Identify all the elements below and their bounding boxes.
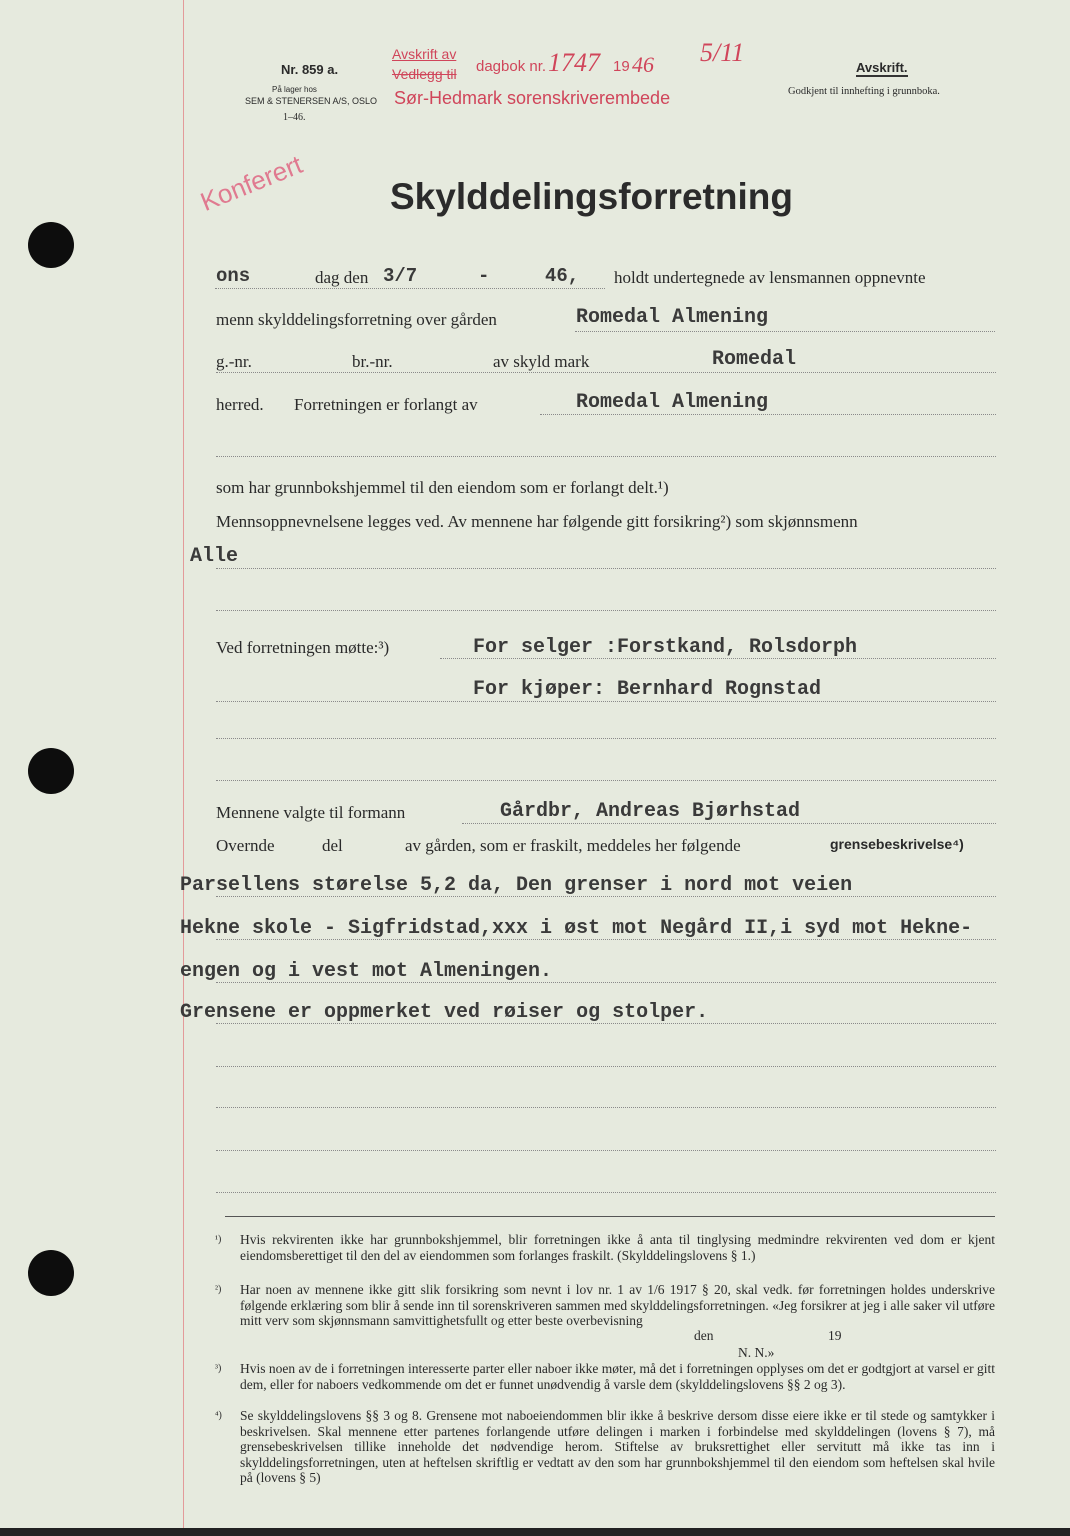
form-number: Nr. 859 a. xyxy=(281,62,339,77)
punch-hole xyxy=(28,222,74,268)
footnote: ³) Hvis noen av de i forretningen interesserte parter eller naboer ikke møter, må det i forretningen opplyses om det er godtgjort at varsel er gitt dem, eller for naboers vedkommende om det er funnet unødvendig å varsle dem (skylddelingslovens §§ 2 og 3). xyxy=(215,1361,995,1392)
handwritten-date: 5/11 xyxy=(700,38,745,67)
year-prefix: 19 xyxy=(613,58,630,75)
label: Ved forretningen møtte:³) xyxy=(216,638,390,657)
description-line: Grensene er oppmerket ved røiser og stolper. xyxy=(180,1001,709,1024)
approval-note: Godkjent til innhefting i grunnboka. xyxy=(788,86,940,97)
footnote-nn: N. N.» xyxy=(738,1345,775,1360)
year-suffix: 46 xyxy=(632,52,654,77)
buyer: For kjøper: Bernhard Rognstad xyxy=(473,678,822,701)
office-stamp: Sør-Hedmark sorenskriverembede xyxy=(394,88,671,108)
footnote: ²) Har noen av mennene ikke gitt slik forsikring som nevnt i lov nr. 1 av 1/6 1917 § 20, skal vedk. før forretningen holdes underskrive følgende erklæring som blir å sende inn til sorenskriveren sammen med skylddelingsforretningen. «Jeg forsikrer at jeg i alle saker vil utføre mitt verv som skjønnsmann samvittighetsfullt og etter beste overbevisning xyxy=(215,1282,995,1328)
label: br.-nr. xyxy=(352,352,393,371)
label: av skyld mark xyxy=(493,352,590,371)
weekday: ons xyxy=(216,265,251,287)
publisher: 1–46. xyxy=(283,112,306,123)
label: Mennene valgte til formann xyxy=(216,803,406,822)
footnote: ¹) Hvis rekvirenten ikke har grunnbokshjemmel, blir forretningen ikke å anta til tinglysing medmindre rekvirenten ved dom er kjent eiendomsberettiget til den del av eiendommen som forlanges fraskilt. (Skylddelingslovens § 1.) xyxy=(215,1232,995,1263)
footnote-19: 19 xyxy=(828,1328,842,1343)
date: 3/7 xyxy=(383,265,418,287)
footnote-divider xyxy=(225,1216,995,1217)
requester: Romedal Almening xyxy=(576,391,769,414)
seller: For selger :Forstkand, Rolsdorph xyxy=(473,636,858,659)
alle: Alle xyxy=(190,545,239,568)
konferert-stamp: Konferert xyxy=(196,149,307,217)
label: av gården, som er fraskilt, meddeles her følgende xyxy=(405,836,741,855)
avskrift-label: Avskrift. xyxy=(856,60,908,75)
description-line: engen og i vest mot Almeningen. xyxy=(180,960,553,983)
description-line: Parsellens størelse 5,2 da, Den grenser i nord mot veien xyxy=(180,874,853,897)
label: grensebeskrivelse⁴) xyxy=(830,836,964,852)
label: som har grunnbokshjemmel til den eiendom som er forlangt delt.¹) xyxy=(216,478,669,497)
punch-hole xyxy=(28,748,74,794)
label: menn skylddelingsforretning over gården xyxy=(216,310,497,329)
farm-name: Romedal Almening xyxy=(576,306,769,329)
footnote-den: den xyxy=(688,1328,774,1344)
herred-value: Romedal xyxy=(712,348,797,371)
dagbok-number: 1747 xyxy=(548,48,600,77)
label: herred. xyxy=(216,395,264,414)
label: holdt undertegnede av lensmannen oppnevnte xyxy=(614,268,926,287)
label: g.-nr. xyxy=(216,352,252,371)
publisher: SEM & STENERSEN A/S, OSLO xyxy=(245,96,378,106)
label: Overnde xyxy=(216,836,275,855)
punch-hole xyxy=(28,1250,74,1296)
formann: Gårdbr, Andreas Bjørhstad xyxy=(500,800,801,823)
page-title: Skylddelingsforretning xyxy=(390,176,793,217)
stamp-avskrift: Avskrift av xyxy=(392,46,457,62)
year: 46, xyxy=(545,265,580,287)
label: Forretningen er forlangt av xyxy=(294,395,478,414)
margin-line xyxy=(183,0,184,1536)
label: dag den xyxy=(315,268,369,287)
scan-edge xyxy=(0,1528,1070,1536)
dash: - xyxy=(478,265,490,287)
stamp-dagbok: dagbok nr. xyxy=(476,58,547,75)
publisher: På lager hos xyxy=(272,85,317,94)
label: Mennsoppnevnelsene legges ved. Av mennene har følgende gitt forsikring²) som skjønnsmenn xyxy=(216,512,858,531)
stamp-vedlegg: Vedlegg til xyxy=(392,66,457,82)
footnote: ⁴) Se skylddelingslovens §§ 3 og 8. Grensene mot naboeiendommen blir ikke å beskrive dersom disse eiere ikke er til stede og samtykker i beskrivelsen. Skal mennene etter partenes forlangende utføre delingen i marken i forbindelse med skylddelingen (lovens § 7), må grensebeskrivelsen tillike inneholde det nødvendige herom. Stiftelse av bruksrettighet eller servitutt må ikke tas inn i skylddelingsforretningen, uten at heftelsen skriftlig er vedtatt av den som har grunnbokshjemmel til den eiendom som heftelsen skal hvile på (lovens § 5) xyxy=(215,1408,995,1485)
label: del xyxy=(322,836,343,855)
description-line: Hekne skole - Sigfridstad,xxx i øst mot Negård II,i syd mot Hekne- xyxy=(180,917,973,940)
